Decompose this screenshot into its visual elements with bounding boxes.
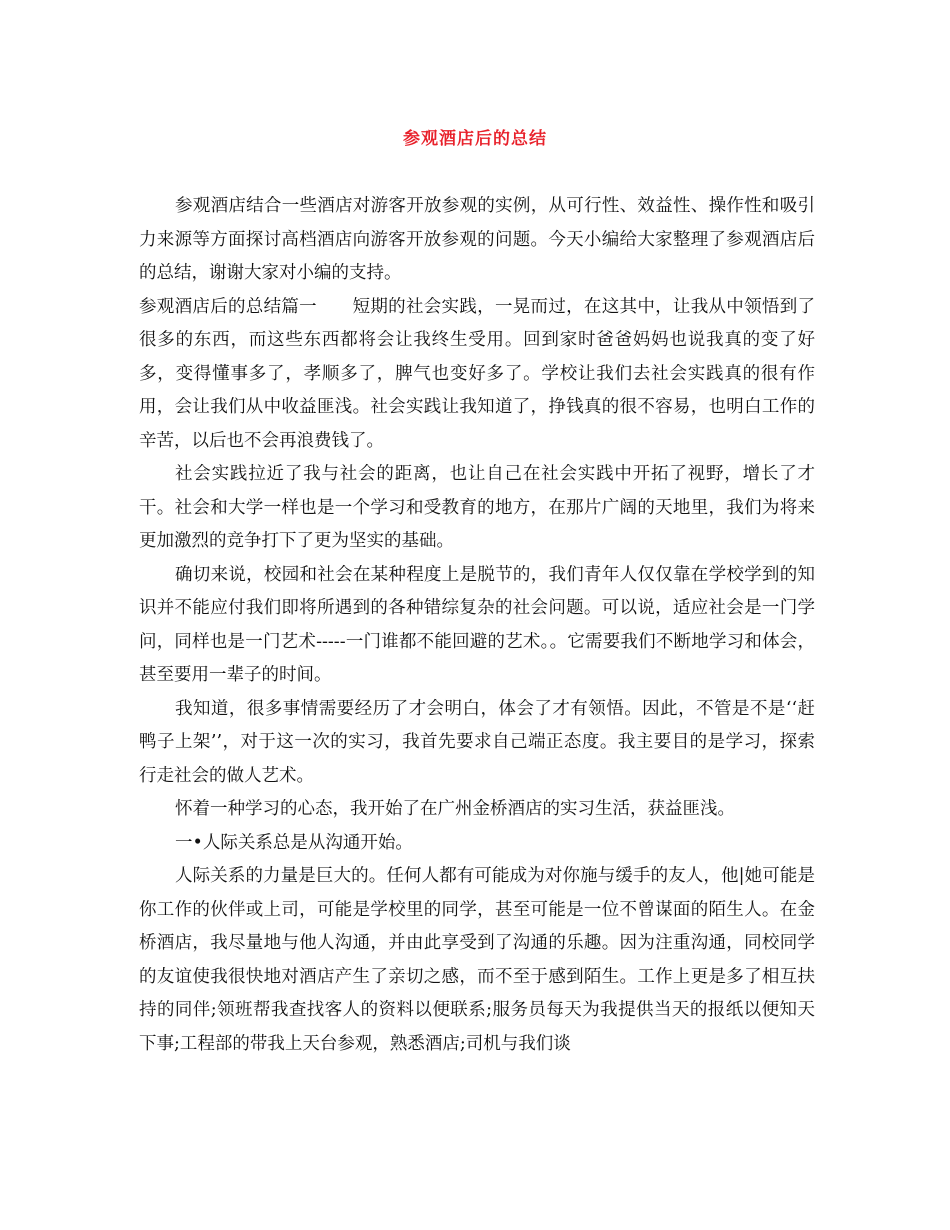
paragraph-attitude: 我知道，很多事情需要经历了才会明白，体会了才有领悟。因此，不管是不是‘‘赶鸭子上架’’，对于这一次的实习，我首先要求自己端正态度。我主要目的是学习，探索行走社会的做人艺术。: [139, 698, 815, 786]
paragraph-social-distance: 社会实践拉近了我与社会的距离，也让自己在社会实践中开拓了视野，增长了才干。社会和大学一样也是一个学习和受教育的地方，在那片广阔的天地里，我们为将来更加激烈的竞争打下了更为坚实的基础。: [139, 464, 815, 551]
document-title: 参观酒店后的总结: [403, 129, 547, 149]
section-heading-relations: 一•人际关系总是从沟通开始。: [175, 832, 413, 853]
paragraph-campus-society: 确切来说，校园和社会在某种程度上是脱节的，我们青年人仅仅靠在学校学到的知识并不能应付我们即将所遇到的各种错综复杂的社会问题。可以说，适应社会是一门学问，同样也是一门艺术-----一门谁都不能回避的艺术。。它需要我们不断地学习和体会，甚至要用一辈子的时间。: [139, 564, 815, 685]
paragraph-relations: 人际关系的力量是巨大的。任何人都有可能成为对你施与缓手的友人，他|她可能是你工作的伙伴或上司，可能是学校里的同学，甚至可能是一位不曾谋面的陌生人。在金桥酒店，我尽量地与他人沟通，并由此享受到了沟通的乐趣。因为注重沟通，同校同学的友谊使我很快地对酒店产生了亲切之感，而不至于感到陌生。工作上更是多了相互扶持的同伴;领班帮我查找客人的资料以便联系;服务员每天为我提供当天的报纸以便知天下事;工程部的带我上天台参观，熟悉酒店;司机与我们谈: [139, 866, 815, 1054]
paragraph-internship: 怀着一种学习的心态，我开始了在广州金桥酒店的实习生活，获益匪浅。: [175, 799, 735, 819]
paragraph-section-one: 参观酒店后的总结篇一 短期的社会实践，一晃而过，在这其中，让我从中领悟到了很多的东西，而这些东西都将会让我终生受用。回到家时爸爸妈妈也说我真的变了好多，变得懂事多了，孝顺多了，脾气也变好多了。学校让我们去社会实践真的很有作用，会让我们从中收益匪浅。社会实践让我知道了，挣钱真的很不容易，也明白工作的辛苦，以后也不会再浪费钱了。: [139, 296, 815, 451]
document-body: [139, 190, 815, 1061]
paragraph-intro: 参观酒店结合一些酒店对游客开放参观的实例，从可行性、效益性、操作性和吸引力来源等方面探讨高档酒店向游客开放参观的问题。今天小编给大家整理了参观酒店后的总结，谢谢大家对小编的支持。: [139, 196, 815, 283]
